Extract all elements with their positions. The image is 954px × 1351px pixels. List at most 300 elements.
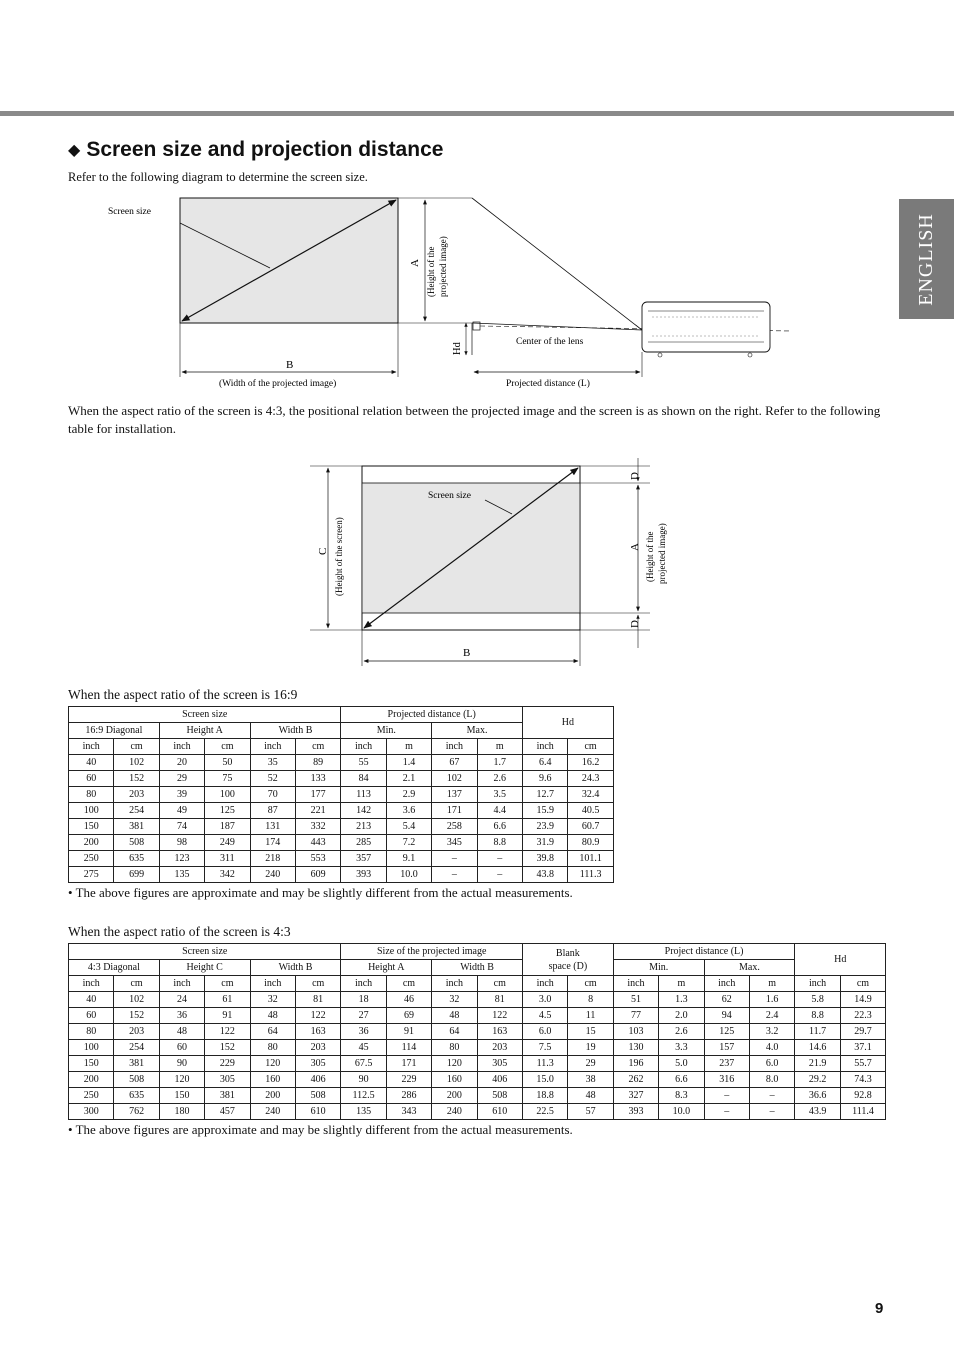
projected-distance-label: Projected distance (L) [506,379,590,389]
table-cell: 203 [477,1040,522,1056]
table-cell: 135 [341,1104,386,1120]
header-hd: Hd [795,944,886,976]
table-cell: 406 [477,1072,522,1088]
table-cell: 163 [477,1024,522,1040]
table-cell: 16.2 [568,755,613,771]
table-cell: 32 [250,992,295,1008]
table-43-caption: When the aspect ratio of the screen is 4:3 [68,924,291,939]
table-cell: 46 [386,992,431,1008]
table-row [69,755,614,771]
table-cell: – [749,1104,794,1120]
table-cell: 20 [159,755,204,771]
header-blank-line1: Blank [555,947,580,959]
table-cell: 15.0 [522,1072,567,1088]
table-cell: 6.0 [522,1024,567,1040]
table-cell: 12.7 [523,787,568,803]
table-cell: 203 [114,787,159,803]
table-cell: 142 [341,803,386,819]
table-cell: 150 [159,1088,204,1104]
table-row [69,1040,886,1056]
table-header-row [69,960,886,976]
table-cell: 8.3 [659,1088,704,1104]
table-cell: 171 [432,803,477,819]
table-row [69,835,614,851]
table-cell: 240 [250,867,295,883]
table-cell: 35 [250,755,295,771]
table-cell: 1.6 [749,992,794,1008]
header-max: Max. [704,960,795,976]
table-cell: 36.6 [795,1088,840,1104]
table-row [69,1104,886,1120]
table-cell: 51 [613,992,658,1008]
table-cell: 15 [568,1024,613,1040]
header-size-projected: Size of the projected image [341,944,523,960]
table-cell: 240 [432,1104,477,1120]
table-cell: – [477,851,522,867]
table-cell: – [432,867,477,883]
table-cell: 57 [568,1104,613,1120]
table-cell: 237 [704,1056,749,1072]
table-cell: 38 [568,1072,613,1088]
table-cell: 113 [341,787,386,803]
height-note-1: (Height of the [426,246,436,297]
table-cell: 3.6 [386,803,431,819]
header-width: Width B [250,723,341,739]
table-row [69,1024,886,1040]
header-project-distance: Project distance (L) [613,944,795,960]
table-cell: 229 [205,1056,250,1072]
table-cell: 406 [295,1072,340,1088]
unit-cell: inch [523,739,568,755]
projection-diagram [100,195,800,395]
table-cell: 15.9 [523,803,568,819]
table-cell: 60 [159,1040,204,1056]
table-cell: 11 [568,1008,613,1024]
table-cell: 18.8 [522,1088,567,1104]
header-min: Min. [613,960,704,976]
unit-cell: m [749,976,794,992]
table-cell: – [432,851,477,867]
table-cell: 43.9 [795,1104,840,1120]
table-cell: 457 [205,1104,250,1120]
header-min: Min. [341,723,432,739]
table-cell: 31.9 [523,835,568,851]
table-cell: 37.1 [840,1040,885,1056]
table-cell: 345 [432,835,477,851]
table-cell: 2.0 [659,1008,704,1024]
table-row [69,1008,886,1024]
table-cell: 177 [295,787,340,803]
section-title: Screen size and projection distance [86,138,444,161]
header-width-b-2: Width B [432,960,523,976]
table-cell: 6.0 [749,1056,794,1072]
table-cell: 254 [114,803,159,819]
table-cell: 316 [704,1072,749,1088]
header-hd: Hd [523,707,614,739]
table-cell: 9.1 [386,851,431,867]
table-cell: 4.5 [522,1008,567,1024]
height-note-2: projected image) [438,236,448,297]
table-cell: 203 [114,1024,159,1040]
table-cell: 101.1 [568,851,613,867]
table-cell: – [749,1088,794,1104]
table-cell: 553 [295,851,340,867]
table-cell: 50 [205,755,250,771]
table-cell: 200 [432,1088,477,1104]
table-cell: 122 [205,1024,250,1040]
unit-cell: inch [69,739,114,755]
table-cell: 221 [295,803,340,819]
table-cell: 4.0 [749,1040,794,1056]
unit-cell: cm [295,976,340,992]
table-cell: 196 [613,1056,658,1072]
table-cell: 357 [341,851,386,867]
table-cell: 102 [114,755,159,771]
header-screen-size: Screen size [69,944,341,960]
unit-cell: inch [159,739,204,755]
table-cell: 90 [341,1072,386,1088]
table-cell: 125 [704,1024,749,1040]
header-height-c: Height C [159,960,250,976]
table-cell: 36 [159,1008,204,1024]
table-cell: 213 [341,819,386,835]
table-row [69,851,614,867]
table-169 [68,706,614,883]
table-cell: 24.3 [568,771,613,787]
dim-d-top-label: D [629,472,641,480]
table-cell: 122 [295,1008,340,1024]
table-cell: 39.8 [523,851,568,867]
table-cell: 5.0 [659,1056,704,1072]
table-cell: 29.2 [795,1072,840,1088]
table-cell: 160 [250,1072,295,1088]
table-cell: 100 [69,1040,114,1056]
table-header-row [69,944,886,960]
screen-43-diagram [300,458,700,668]
dim-d-bottom-label: D [629,620,641,628]
screen-size-label: Screen size [108,207,151,217]
table-cell: 343 [386,1104,431,1120]
unit-cell: cm [114,976,159,992]
table-cell: 200 [69,835,114,851]
table-cell: 92.8 [840,1088,885,1104]
table-header-row [69,707,614,723]
table-cell: 32.4 [568,787,613,803]
table-cell: 174 [250,835,295,851]
table-cell: 6.4 [523,755,568,771]
table-cell: 1.7 [477,755,522,771]
table-cell: 81 [477,992,522,1008]
diamond-bullet-icon: ◆ [68,142,81,159]
table-cell: 120 [432,1056,477,1072]
table-cell: 125 [205,803,250,819]
table-cell: 55.7 [840,1056,885,1072]
table-cell: 150 [69,1056,114,1072]
table-cell: 249 [205,835,250,851]
table-cell: 87 [250,803,295,819]
table-cell: 91 [205,1008,250,1024]
unit-cell: inch [250,976,295,992]
table-cell: 3.2 [749,1024,794,1040]
unit-cell: cm [840,976,885,992]
table-cell: 11.3 [522,1056,567,1072]
header-max: Max. [432,723,523,739]
unit-cell: inch [341,976,386,992]
table-cell: 6.6 [659,1072,704,1088]
table-cell: 40.5 [568,803,613,819]
table-cell: 152 [114,1008,159,1024]
table-cell: 635 [114,851,159,867]
page-number: 9 [875,1300,884,1317]
table-cell: 22.3 [840,1008,885,1024]
table-cell: 7.2 [386,835,431,851]
unit-cell: m [386,739,431,755]
table-cell: 100 [205,787,250,803]
table-cell: 3.0 [522,992,567,1008]
table-cell: 286 [386,1088,431,1104]
table-cell: 74.3 [840,1072,885,1088]
table-cell: 3.5 [477,787,522,803]
unit-cell: m [477,739,522,755]
table-cell: 29.7 [840,1024,885,1040]
table-cell: 305 [205,1072,250,1088]
table-cell: 40 [69,755,114,771]
unit-cell: inch [69,976,114,992]
dim-b-label-2: B [463,647,471,659]
table-cell: 55 [341,755,386,771]
table-cell: 171 [386,1056,431,1072]
aspect-paragraph: When the aspect ratio of the screen is 4:3, the positional relation between the projected image and the screen is as shown on the right. Refer to the following table for installation. [68,403,881,436]
unit-cell: cm [205,739,250,755]
table-cell: 48 [568,1088,613,1104]
table-cell: 80 [250,1040,295,1056]
table-cell: 80 [432,1040,477,1056]
table-cell: 381 [114,1056,159,1072]
height-screen-label: (Height of the screen) [334,517,344,596]
table-cell: 60 [69,1008,114,1024]
table-cell: 102 [432,771,477,787]
table-cell: 40 [69,992,114,1008]
table-cell: 133 [295,771,340,787]
table-cell: 699 [114,867,159,883]
table-cell: 52 [250,771,295,787]
unit-cell: m [659,976,704,992]
unit-cell: cm [568,739,613,755]
table-cell: 75 [205,771,250,787]
table-cell: 89 [295,755,340,771]
table-cell: 74 [159,819,204,835]
table-cell: 5.8 [795,992,840,1008]
table-cell: 609 [295,867,340,883]
table-cell: 100 [69,803,114,819]
table-row [69,867,614,883]
table-cell: 64 [250,1024,295,1040]
table-cell: 508 [477,1088,522,1104]
table-cell: 29 [568,1056,613,1072]
dim-b-label: B [286,359,294,371]
intro-text: Refer to the following diagram to determine the screen size. [68,170,368,184]
dim-a-label: A [409,259,421,267]
header-width-b: Width B [250,960,341,976]
top-rule [0,111,954,116]
table-cell: 6.6 [477,819,522,835]
header-screen-size: Screen size [69,707,341,723]
language-tab [899,199,954,319]
table-cell: 393 [613,1104,658,1120]
table-cell: 200 [250,1088,295,1104]
table-cell: 130 [613,1040,658,1056]
table-cell: 327 [613,1088,658,1104]
table-row [69,1056,886,1072]
table-cell: 332 [295,819,340,835]
unit-cell: inch [432,739,477,755]
table-row [69,787,614,803]
table-43-note: • The above figures are approximate and may be slightly different from the actual measurements. [68,1122,573,1137]
table-cell: 84 [341,771,386,787]
table-cell: 4.4 [477,803,522,819]
table-169-caption: When the aspect ratio of the screen is 16:9 [68,687,298,702]
table-cell: 150 [69,819,114,835]
table-cell: – [704,1104,749,1120]
table-cell: 2.6 [659,1024,704,1040]
table-cell: 258 [432,819,477,835]
table-cell: 67.5 [341,1056,386,1072]
table-cell: 7.5 [522,1040,567,1056]
table-cell: 80 [69,787,114,803]
table-cell: 8.8 [795,1008,840,1024]
table-cell: 60.7 [568,819,613,835]
table-cell: 610 [477,1104,522,1120]
header-projected-distance: Projected distance (L) [341,707,523,723]
table-cell: 112.5 [341,1088,386,1104]
table-cell: 250 [69,851,114,867]
header-blank-space [522,944,613,976]
table-units-row [69,976,886,992]
table-cell: 49 [159,803,204,819]
table-cell: 5.4 [386,819,431,835]
header-blank-line2: space (D) [548,960,588,972]
table-cell: 77 [613,1008,658,1024]
table-row [69,992,886,1008]
table-cell: 18 [341,992,386,1008]
table-cell: 262 [613,1072,658,1088]
table-cell: 762 [114,1104,159,1120]
unit-cell: inch [432,976,477,992]
unit-cell: inch [250,739,295,755]
unit-cell: cm [568,976,613,992]
table-cell: 200 [69,1072,114,1088]
table-cell: 22.5 [522,1104,567,1120]
table-cell: 2.1 [386,771,431,787]
table-cell: 48 [250,1008,295,1024]
table-row [69,803,614,819]
table-cell: 122 [477,1008,522,1024]
table-cell: 103 [613,1024,658,1040]
table-43 [68,943,886,1120]
table-cell: 285 [341,835,386,851]
table-cell: 62 [704,992,749,1008]
table-cell: 508 [114,835,159,851]
table-row [69,819,614,835]
center-of-lens-label: Center of the lens [516,337,584,347]
height-note-2a: (Height of the [645,531,655,582]
table-cell: 203 [295,1040,340,1056]
table-cell: 32 [432,992,477,1008]
table-cell: 508 [114,1072,159,1088]
table-cell: 61 [205,992,250,1008]
unit-cell: cm [114,739,159,755]
table-cell: 67 [432,755,477,771]
table-cell: 311 [205,851,250,867]
table-cell: 152 [205,1040,250,1056]
table-cell: 45 [341,1040,386,1056]
table-cell: 111.3 [568,867,613,883]
language-tab-label: ENGLISH [915,212,938,306]
header-diagonal: 4:3 Diagonal [69,960,160,976]
table-cell: 3.3 [659,1040,704,1056]
unit-cell: inch [341,739,386,755]
table-cell: 1.3 [659,992,704,1008]
dim-a-label-2: A [629,543,641,551]
table-cell: 70 [250,787,295,803]
table-cell: 90 [159,1056,204,1072]
table-169-note: • The above figures are approximate and may be slightly different from the actual measurements. [68,885,573,900]
table-cell: 381 [114,819,159,835]
table-cell: 635 [114,1088,159,1104]
unit-cell: cm [295,739,340,755]
table-row [69,1088,886,1104]
table-cell: 23.9 [523,819,568,835]
table-cell: 43.8 [523,867,568,883]
table-cell: 137 [432,787,477,803]
table-cell: 240 [250,1104,295,1120]
table-cell: 163 [295,1024,340,1040]
table-cell: 36 [341,1024,386,1040]
table-cell: 2.6 [477,771,522,787]
table-cell: 29 [159,771,204,787]
table-cell: 131 [250,819,295,835]
table-cell: 98 [159,835,204,851]
table-cell: 157 [704,1040,749,1056]
table-cell: 300 [69,1104,114,1120]
height-note-2b: projected image) [657,523,667,584]
table-cell: 10.0 [386,867,431,883]
dim-hd-label: Hd [452,342,463,355]
table-cell: 81 [295,992,340,1008]
table-cell: 1.4 [386,755,431,771]
table-cell: 305 [295,1056,340,1072]
table-cell: 443 [295,835,340,851]
table-cell: 27 [341,1008,386,1024]
dim-c-label: C [317,547,329,555]
table-cell: 254 [114,1040,159,1056]
table-cell: 14.6 [795,1040,840,1056]
table-cell: 14.9 [840,992,885,1008]
header-height: Height A [159,723,250,739]
table-cell: 60 [69,771,114,787]
table-cell: 111.4 [840,1104,885,1120]
table-cell: – [477,867,522,883]
table-cell: 305 [477,1056,522,1072]
table-cell: 2.4 [749,1008,794,1024]
table-cell: 393 [341,867,386,883]
unit-cell: inch [613,976,658,992]
unit-cell: inch [704,976,749,992]
table-cell: 48 [159,1024,204,1040]
unit-cell: cm [205,976,250,992]
table-cell: 508 [295,1088,340,1104]
table-cell: 11.7 [795,1024,840,1040]
